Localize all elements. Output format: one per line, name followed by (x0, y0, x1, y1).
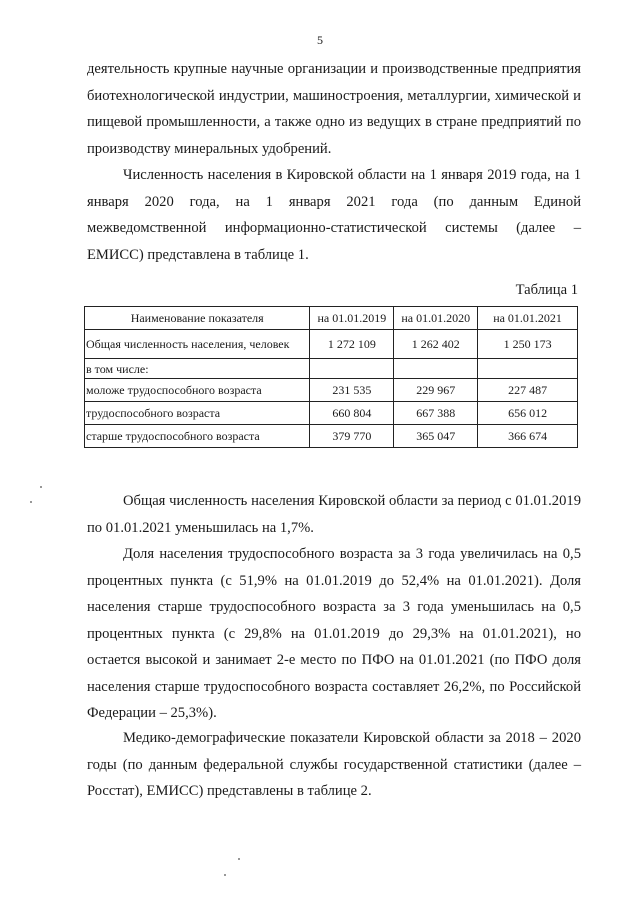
population-table (84, 306, 578, 448)
scan-speck (40, 486, 42, 488)
paragraph-population-change: Общая численность населения Кировской области за период с 01.01.2019 по 01.01.2021 уменьшилась на 1,7%. (87, 493, 581, 536)
row-label: трудоспособного возраста (85, 402, 310, 425)
cell-value: 379 770 (310, 425, 394, 448)
scan-speck (30, 501, 32, 503)
table-row (85, 330, 578, 359)
cell-value: 231 535 (310, 379, 394, 402)
cell-value: 667 388 (394, 402, 478, 425)
scan-speck (224, 874, 226, 876)
paragraph-population-intro: Численность населения в Кировской области на 1 января 2019 года, на 1 января 2020 года, на 1 января 2021 года (по данным Единой межведомственной информационно-статистической системы (далее – ЕМИСС) представлена в таблице 1. (87, 167, 581, 263)
cell-value (310, 359, 394, 379)
header-2019: на 01.01.2019 (310, 307, 394, 330)
table-row (85, 402, 578, 425)
paragraph-age-shares: Доля населения трудоспособного возраста за 3 года увеличилась на 0,5 процентных пункта (с 51,9% на 01.01.2019 до 52,4% на 01.01.2021). Доля населения старше трудоспособного возраста за 3 года уменьшилась на 0,5 процентных пункта (с 29,8% на 01.01.2019 до 29,3% на 01.01.2021), но остается высокой и занимает 2-е место по ПФО на 01.01.2021 (по ПФО доля населения старше трудоспособного возраста составляет 26,2%, по Российской Федерации – 25,3%). (87, 546, 581, 721)
table-caption: Таблица 1 (515, 282, 578, 298)
row-label: моложе трудоспособного возраста (85, 379, 310, 402)
row-label: старше трудоспособного возраста (85, 425, 310, 448)
cell-value: 1 272 109 (310, 330, 394, 359)
cell-value: 229 967 (394, 379, 478, 402)
cell-value: 660 804 (310, 402, 394, 425)
table-row (85, 425, 578, 448)
cell-value: 366 674 (478, 425, 578, 448)
scan-speck (238, 858, 240, 860)
cell-value (478, 359, 578, 379)
header-2021: на 01.01.2021 (478, 307, 578, 330)
cell-value: 227 487 (478, 379, 578, 402)
paragraph-medical-demographic: Медико-демографические показатели Кировской области за 2018 – 2020 годы (по данным федеральной службы государственной статистики (далее – Росстат), ЕМИСС) представлены в таблице 2. (87, 730, 581, 799)
paragraph-industry: деятельность крупные научные организации и производственные предприятия биотехнологической индустрии, машиностроения, металлургии, химической и пищевой промышленности, а также одно из ведущих в стране предприятий по производству минеральных удобрений. (87, 61, 581, 157)
header-indicator: Наименование показателя (85, 307, 310, 330)
cell-value: 365 047 (394, 425, 478, 448)
cell-value: 1 250 173 (478, 330, 578, 359)
page-number: 5 (317, 33, 323, 47)
cell-value: 1 262 402 (394, 330, 478, 359)
row-label: Общая численность населения, человек (85, 330, 310, 359)
table-header-row (85, 307, 578, 330)
header-2020: на 01.01.2020 (394, 307, 478, 330)
table-row (85, 379, 578, 402)
table-row (85, 359, 578, 379)
cell-value (394, 359, 478, 379)
cell-value: 656 012 (478, 402, 578, 425)
row-label: в том числе: (85, 359, 310, 379)
